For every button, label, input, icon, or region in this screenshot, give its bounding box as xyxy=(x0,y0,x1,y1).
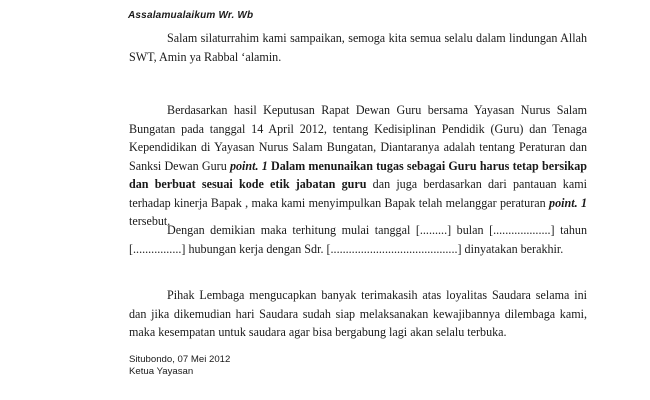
point-reference: point. 1 xyxy=(229,158,268,173)
salutation: Assalamualaikum Wr. Wb xyxy=(128,10,254,21)
rule-text: Dalam menunaikan tugas sebagai Guru harus tetap bersikap dan berbuat sesuai kode etik jabatan guru xyxy=(129,158,587,191)
point-reference-end: point. 1 xyxy=(549,195,587,210)
paragraph-decision xyxy=(129,101,587,231)
decision-text: Berdasarkan hasil Keputusan Rapat Dewan Guru bersama Yayasan Nurus Salam Bungatan pada tanggal 14 April 2012, tentang Kedisiplinan Pendidik (Guru) dan Tenaga Kependidikan di Yayasan Nurus Salam Bungatan, Diantaranya adalah tentang Peraturan dan Sanksi Dewan Guru xyxy=(129,103,587,173)
termination-text: Dengan demikian maka terhitung mulai tanggal [.........] bulan [...................] tahun [................] hubungan kerja dengan Sdr. [..........................................] dinyatakan berakhir. xyxy=(129,223,587,256)
paragraph-thanks xyxy=(129,286,587,342)
thanks-text: Pihak Lembaga mengucapkan banyak terimakasih atas loyalitas Saudara selama ini dan jika dikemudian hari Saudara sudah siap melaksanakan kewajibannya dilembaga kami, maka kesempatan untuk saudara agar bisa bergabung lagi akan selalu terbuka. xyxy=(129,288,587,339)
place-date: Situbondo, 07 Mei 2012 xyxy=(129,354,231,365)
paragraph-greeting xyxy=(129,29,587,66)
signatory-title: Ketua Yayasan xyxy=(129,366,194,377)
decision-conclusion: dan juga berdasarkan dari pantauan kami terhadap kinerja Bapak , maka kami menyimpulkan Bapak telah melanggar peraturan xyxy=(129,177,587,210)
greeting-text: Salam silaturrahim kami sampaikan, semoga kita semua selalu dalam lindungan Allah SWT, Amin ya Rabbal ‘alamin. xyxy=(129,31,587,64)
decision-end: tersebut. xyxy=(129,214,171,228)
paragraph-termination xyxy=(129,221,587,258)
